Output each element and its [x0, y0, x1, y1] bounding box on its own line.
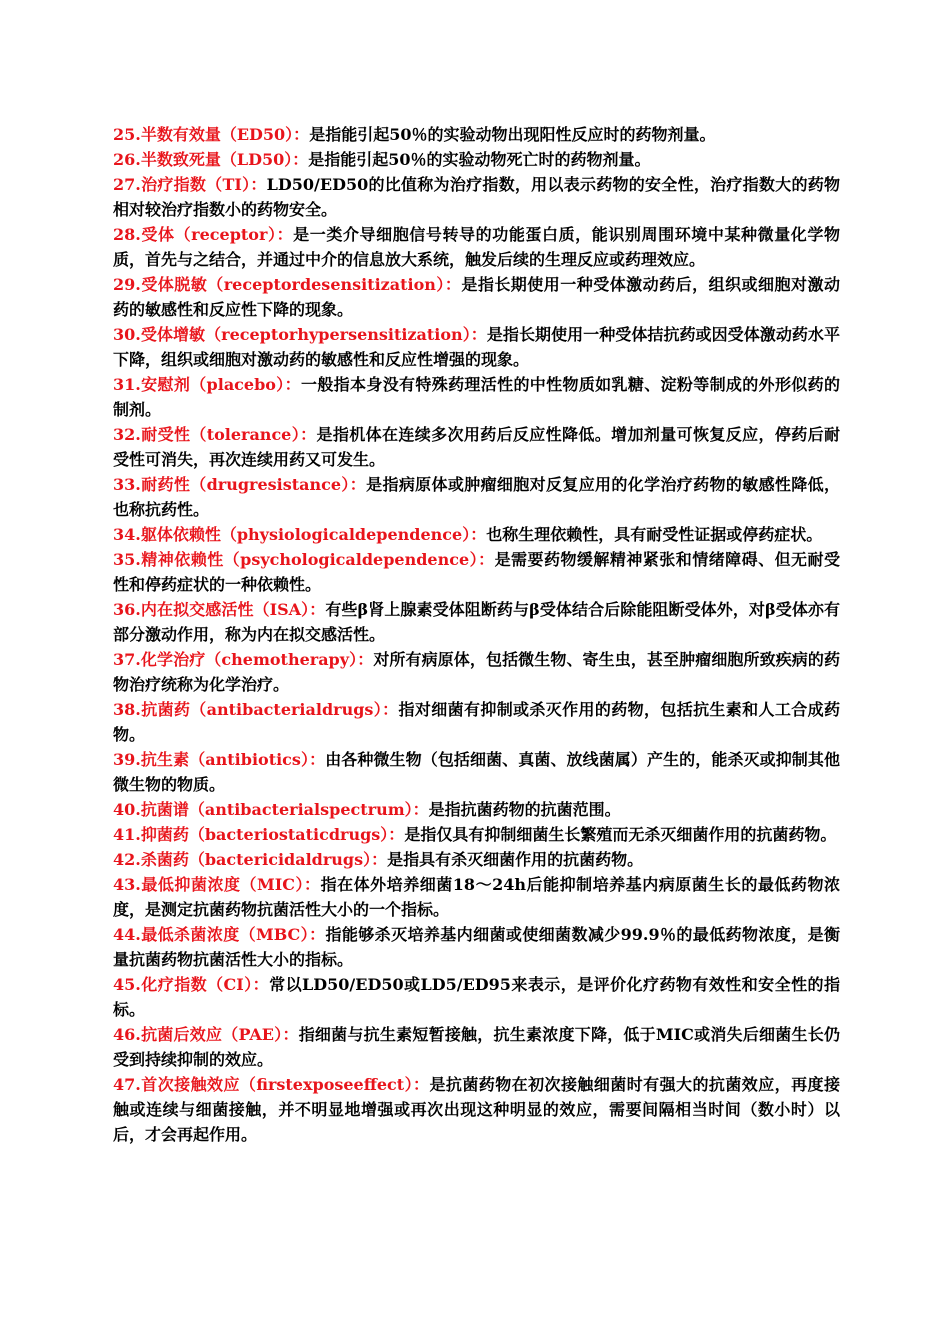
- entry-term: 46.抗菌后效应（PAE）：: [113, 1025, 299, 1044]
- glossary-entry: [113, 172, 840, 222]
- glossary-entry: [113, 122, 840, 147]
- glossary-entry: [113, 647, 840, 697]
- entry-definition: 是指具有杀灭细菌作用的抗菌药物。: [387, 850, 644, 869]
- entry-term: 36.内在拟交感活性（ISA）：: [113, 600, 326, 619]
- entry-definition: 是指抗菌药物的抗菌范围。: [428, 800, 621, 819]
- glossary-entry: [113, 847, 840, 872]
- entry-definition: 是抗菌药物在初次接触细菌时有强大的抗菌效应，再度接触或连续与细菌接触，并不明显地增强或再次出现这种明显的效应，需要间隔相当时间（数小时）以后，才会再起作用。: [113, 1075, 840, 1144]
- glossary-entry: [113, 597, 840, 647]
- glossary-entry: [113, 522, 840, 547]
- glossary-entry: [113, 747, 840, 797]
- entry-term: 31.安慰剂（placebo）：: [113, 375, 301, 394]
- glossary-entry: [113, 922, 840, 972]
- glossary-entry: [113, 272, 840, 322]
- entry-definition: 指细菌与抗生素短暂接触，抗生素浓度下降，低于MIC或消失后细菌生长仍受到持续抑制的效应。: [113, 1025, 840, 1069]
- glossary-entry: [113, 147, 840, 172]
- entry-term: 30.受体增敏（receptorhypersensitization）：: [113, 325, 487, 344]
- entry-definition: 指能够杀灭培养基内细菌或使细菌数减少99.9％的最低药物浓度，是衡量抗菌药物抗菌活性大小的指标。: [113, 925, 840, 969]
- glossary-entry: [113, 322, 840, 372]
- entry-definition: 是一类介导细胞信号转导的功能蛋白质，能识别周围环境中某种微量化学物质，首先与之结合，并通过中介的信息放大系统，触发后续的生理反应或药理效应。: [113, 225, 840, 269]
- entry-term: 29.受体脱敏（receptordesensitization）：: [113, 275, 462, 294]
- entry-term: 41.抑菌药（bacteriostaticdrugs）：: [113, 825, 405, 844]
- entry-definition: 是指能引起50％的实验动物死亡时的药物剂量。: [308, 150, 651, 169]
- glossary-entry: [113, 697, 840, 747]
- glossary-entry: [113, 1022, 840, 1072]
- glossary-entry: [113, 372, 840, 422]
- glossary-entry: [113, 547, 840, 597]
- entry-term: 25.半数有效量（ED50）：: [113, 125, 310, 144]
- document-page: [113, 122, 840, 1147]
- entry-definition: LD50/ED50的比值称为治疗指数，用以表示药物的安全性，治疗指数大的药物相对较治疗指数小的药物安全。: [113, 175, 840, 219]
- entry-definition: 是指病原体或肿瘤细胞对反复应用的化学治疗药物的敏感性降低，也称抗药性。: [113, 475, 840, 519]
- glossary-entry: [113, 872, 840, 922]
- entry-definition: 是需要药物缓解精神紧张和情绪障碍、但无耐受性和停药症状的一种依赖性。: [113, 550, 840, 594]
- entry-definition: 是指长期使用一种受体拮抗药或因受体激动药水平下降，组织或细胞对激动药的敏感性和反应性增强的现象。: [113, 325, 840, 369]
- entry-definition: 是指长期使用一种受体激动药后，组织或细胞对激动药的敏感性和反应性下降的现象。: [113, 275, 840, 319]
- entry-definition: 也称生理依赖性，具有耐受性证据或停药症状。: [486, 525, 823, 544]
- entry-term: 32.耐受性（tolerance）：: [113, 425, 317, 444]
- entry-definition: 指在体外培养细菌18～24h后能抑制培养基内病原菌生长的最低药物浓度，是测定抗菌药物抗菌活性大小的一个指标。: [113, 875, 840, 919]
- entry-term: 27.治疗指数（TI）：: [113, 175, 267, 194]
- entry-definition: 对所有病原体，包括微生物、寄生虫，甚至肿瘤细胞所致疾病的药物治疗统称为化学治疗。: [113, 650, 840, 694]
- entry-definition: 是指机体在连续多次用药后反应性降低。增加剂量可恢复反应，停药后耐受性可消失，再次连续用药又可发生。: [113, 425, 840, 469]
- entry-term: 34.躯体依赖性（physiologicaldependence）：: [113, 525, 487, 544]
- entry-definition: 是指仅具有抑制细菌生长繁殖而无杀灭细菌作用的抗菌药物。: [404, 825, 837, 844]
- entry-definition: 有些β肾上腺素受体阻断药与β受体结合后除能阻断受体外，对β受体亦有部分激动作用，称为内在拟交感活性。: [113, 600, 840, 644]
- glossary-entry: [113, 972, 840, 1022]
- entry-term: 28.受体（receptor）：: [113, 225, 294, 244]
- entry-term: 26.半数致死量（LD50）：: [113, 150, 309, 169]
- entry-term: 39.抗生素（antibiotics）：: [113, 750, 326, 769]
- entry-definition: 一般指本身没有特殊药理活性的中性物质如乳糖、淀粉等制成的外形似药的制剂。: [113, 375, 840, 419]
- glossary-entry: [113, 422, 840, 472]
- glossary-entry: [113, 472, 840, 522]
- entry-definition: 是指能引起50％的实验动物出现阳性反应时的药物剂量。: [309, 125, 716, 144]
- entry-term: 45.化疗指数（CI）：: [113, 975, 270, 994]
- glossary-entry: [113, 222, 840, 272]
- entry-definition: 常以LD50/ED50或LD5/ED95来表示，是评价化疗药物有效性和安全性的指标。: [113, 975, 840, 1019]
- entry-term: 35.精神依赖性（psychologicaldependence）：: [113, 550, 495, 569]
- glossary-entry: [113, 822, 840, 847]
- glossary-entry: [113, 797, 840, 822]
- entry-term: 47.首次接触效应（firstexposeeffect）：: [113, 1075, 430, 1094]
- entry-term: 44.最低杀菌浓度（MBC）：: [113, 925, 326, 944]
- entry-term: 33.耐药性（drugresistance）：: [113, 475, 367, 494]
- entry-term: 43.最低抑菌浓度（MIC）：: [113, 875, 321, 894]
- glossary-entry: [113, 1072, 840, 1147]
- entry-definition: 由各种微生物（包括细菌、真菌、放线菌属）产生的，能杀灭或抑制其他微生物的物质。: [113, 750, 840, 794]
- entry-term: 42.杀菌药（bactericidaldrugs）：: [113, 850, 388, 869]
- entry-term: 40.抗菌谱（antibacterialspectrum）：: [113, 800, 429, 819]
- entry-term: 38.抗菌药（antibacterialdrugs）：: [113, 700, 399, 719]
- entry-definition: 指对细菌有抑制或杀灭作用的药物，包括抗生素和人工合成药物。: [113, 700, 840, 744]
- entry-term: 37.化学治疗（chemotherapy）：: [113, 650, 374, 669]
